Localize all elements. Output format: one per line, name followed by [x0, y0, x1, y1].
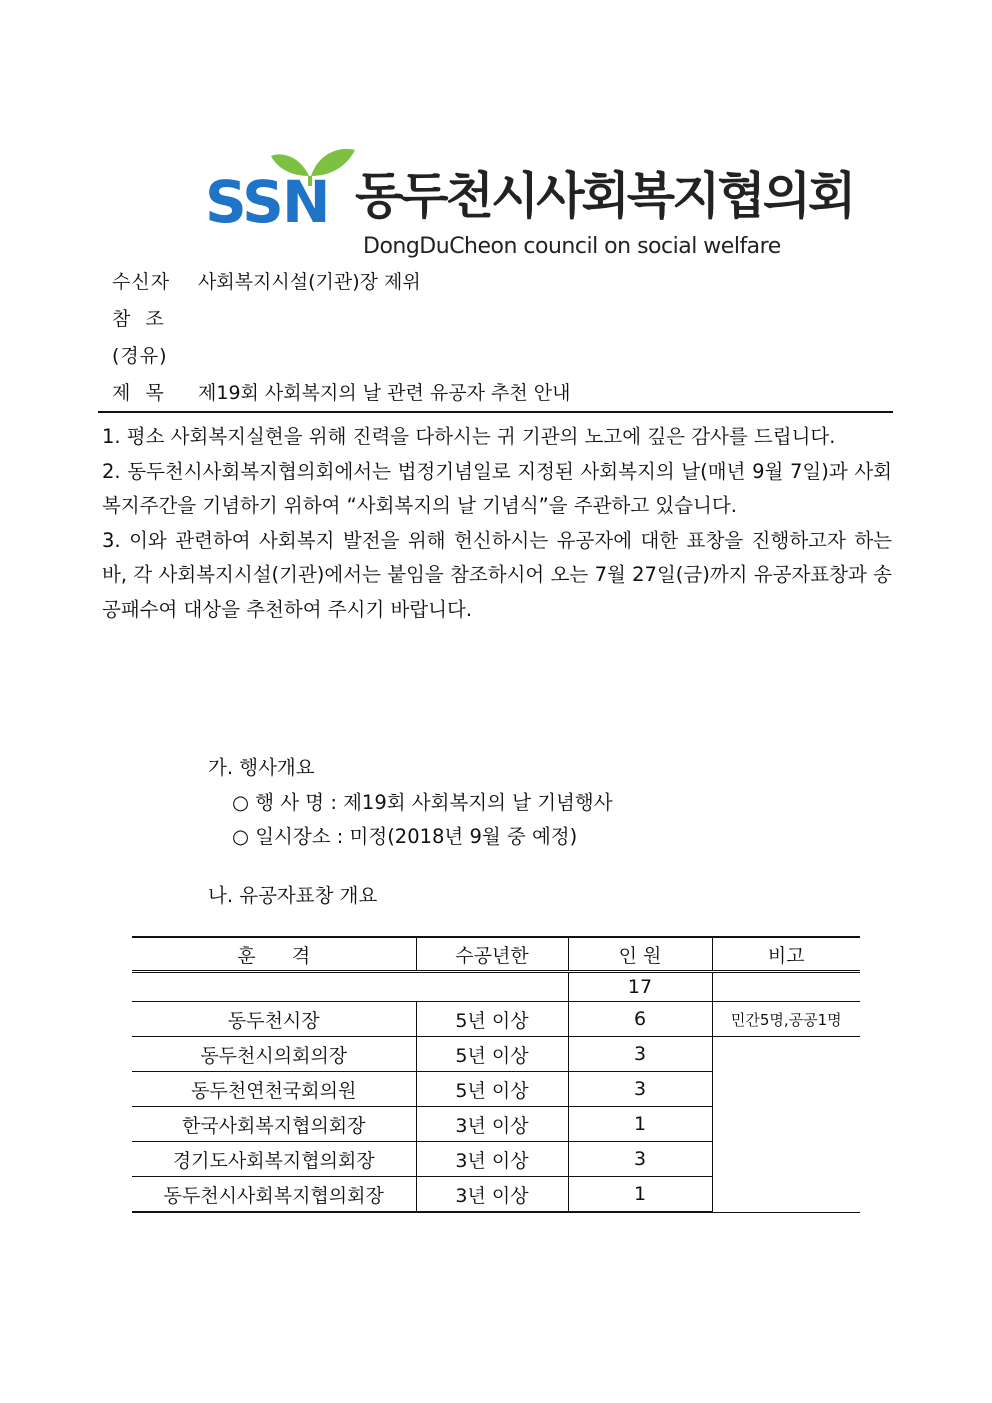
- awards-table: [132, 936, 860, 1213]
- award-count: 3: [568, 1037, 712, 1072]
- paragraph-3: 3. 이와 관련하여 사회복지 발전을 위해 헌신하시는 유공자에 대한 표창을 진행하고자 하는 바, 각 사회복지시설(기관)에서는 붙임을 참조하시어 오는 7월 27일(금)까지 유공자표창과 송공패수여 대상을 추천하여 주시기 바랍니다.: [102, 528, 892, 621]
- via-line: [112, 342, 198, 370]
- subject-value: 제19회 사회복지의 날 관련 유공자 추천 안내: [198, 382, 571, 404]
- award-years: 5년 이상: [416, 1002, 568, 1037]
- total-note-cell: [712, 972, 860, 1002]
- letter-body: [102, 420, 892, 628]
- award-years: 5년 이상: [416, 1072, 568, 1107]
- col-years: 수공년한: [416, 937, 568, 972]
- event-name-line: ○ 행 사 명 : 제19회 사회복지의 날 기념행사: [232, 791, 613, 814]
- award-title: 한국사회복지협의회장: [132, 1107, 416, 1142]
- col-award-title: 훈 격: [132, 937, 416, 972]
- reference-label: 참 조: [112, 308, 165, 330]
- org-name-english: DongDuCheon council on social welfare: [363, 234, 781, 259]
- award-title: 동두천연천국회의원: [132, 1072, 416, 1107]
- reference-line: [112, 305, 198, 333]
- total-spacer-cell: [132, 972, 568, 1002]
- recipient-label: 수신자: [112, 271, 171, 293]
- award-count: 6: [568, 1002, 712, 1037]
- header-divider: [98, 411, 893, 413]
- award-years: 5년 이상: [416, 1037, 568, 1072]
- award-count: 1: [568, 1107, 712, 1142]
- col-count: 인 원: [568, 937, 712, 972]
- award-years: 3년 이상: [416, 1177, 568, 1213]
- recipient-line: [112, 268, 421, 296]
- table-header-row: [132, 937, 860, 972]
- award-title: 경기도사회복지협의회장: [132, 1142, 416, 1177]
- total-row: [132, 972, 860, 1002]
- event-heading: 가. 행사개요: [208, 756, 315, 779]
- award-title: 동두천시장: [132, 1002, 416, 1037]
- award-title: 동두천시의회의장: [132, 1037, 416, 1072]
- paragraph-1: 1. 평소 사회복지실현을 위해 진력을 다하시는 귀 기관의 노고에 깊은 감사를 드립니다.: [102, 425, 836, 448]
- org-name-korean: 동두천시사회복지협의회: [355, 167, 854, 225]
- award-years: 3년 이상: [416, 1142, 568, 1177]
- event-datetime-line: ○ 일시장소 : 미정(2018년 9월 중 예정): [232, 825, 578, 848]
- award-count: 3: [568, 1072, 712, 1107]
- table-row: [132, 1037, 860, 1072]
- awards-heading: 나. 유공자표창 개요: [208, 884, 378, 907]
- recipient-value: 사회복지시설(기관)장 제위: [198, 271, 421, 293]
- subject-line: [112, 379, 570, 407]
- subject-label: 제 목: [112, 382, 165, 404]
- award-count: 1: [568, 1177, 712, 1213]
- award-title: 동두천시사회복지협의회장: [132, 1177, 416, 1213]
- note-merged-cell: [712, 1037, 860, 1213]
- award-note: 민간5명,공공1명: [712, 1002, 860, 1037]
- award-count: 3: [568, 1142, 712, 1177]
- letterhead: [205, 146, 854, 266]
- paragraph-2: 2. 동두천시사회복지협의회에서는 법정기념일로 지정된 사회복지의 날(매년 9월 7일)과 사회복지주간을 기념하기 위하여 “사회복지의 날 기념식”을 주관하고 있습니다.: [102, 459, 892, 518]
- table-row: [132, 1002, 860, 1037]
- ssn-logo-text: SSN: [205, 168, 329, 236]
- total-count: 17: [568, 972, 712, 1002]
- via-label: (경유): [112, 345, 168, 367]
- col-note: 비고: [712, 937, 860, 972]
- award-years: 3년 이상: [416, 1107, 568, 1142]
